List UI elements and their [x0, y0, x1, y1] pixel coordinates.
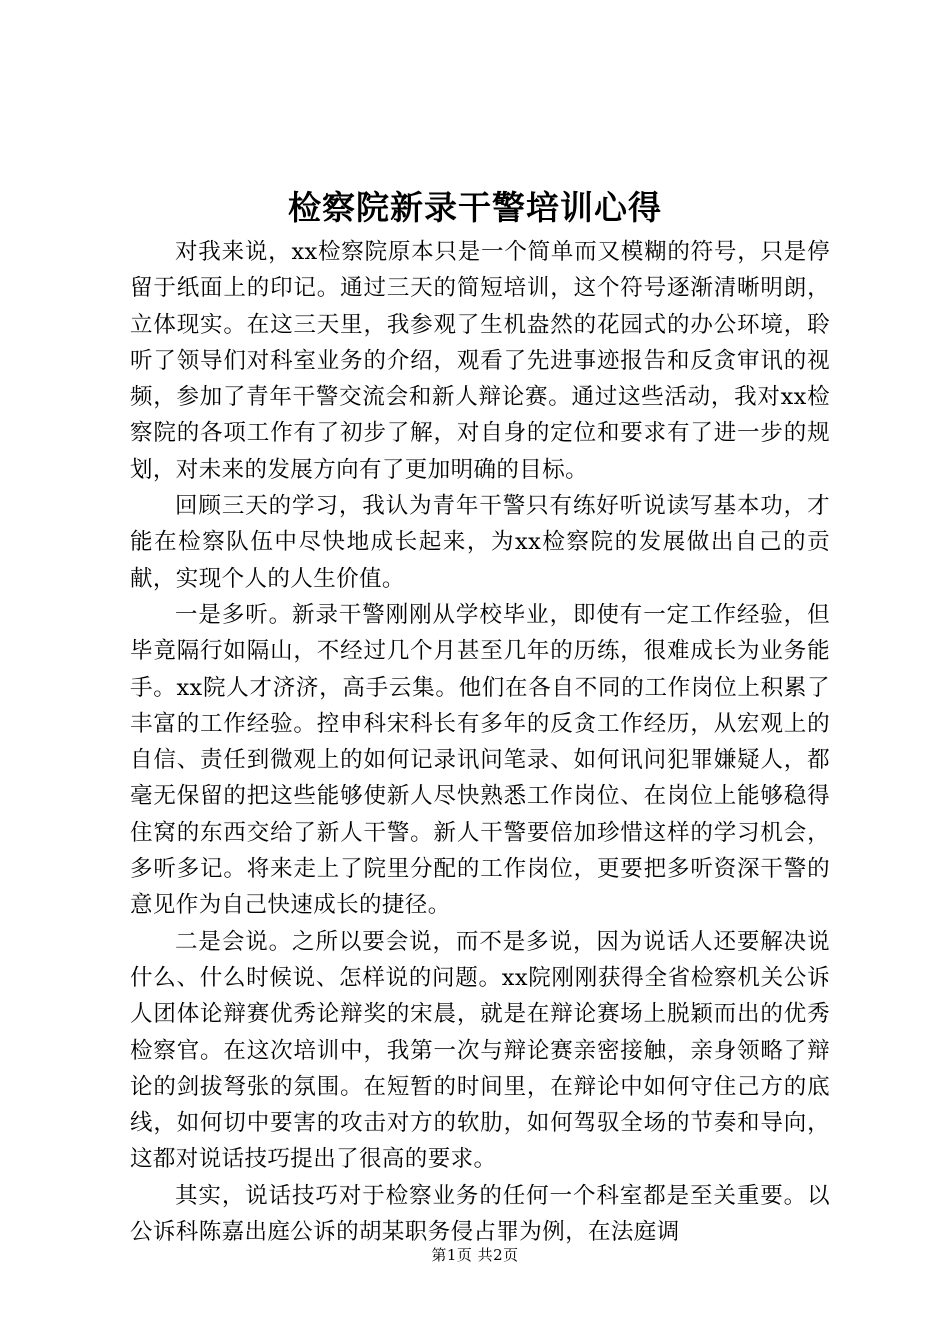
- paragraph-5: 其实，说话技巧对于检察业务的任何一个科室都是至关重要。以公诉科陈嘉出庭公诉的胡某职务侵占罪为例，在法庭调: [130, 1182, 830, 1246]
- page-footer: 第1页 共2页: [431, 1246, 519, 1264]
- document-body: [130, 234, 830, 1250]
- document-title: 检察院新录干警培训心得: [288, 188, 662, 227]
- paragraph-3: 一是多听。新录干警刚刚从学校毕业，即使有一定工作经验，但毕竟隔行如隔山，不经过几个月甚至几年的历练，很难成长为业务能手。xx院人才济济，高手云集。他们在各自不同的工作岗位上积累了丰富的工作经验。控申科宋科长有多年的反贪工作经历，从宏观上的自信、责任到微观上的如何记录讯问笔录、如何讯问犯罪嫌疑人，都毫无保留的把这些能够使新人尽快熟悉工作岗位、在岗位上能够稳得住窝的东西交给了新人干警。新人干警要倍加珍惜这样的学习机会，多听多记。将来走上了院里分配的工作岗位，更要把多听资深干警的意见作为自己快速成长的捷径。: [130, 601, 830, 919]
- paragraph-2: 回顾三天的学习，我认为青年干警只有练好听说读写基本功，才能在检察队伍中尽快地成长起来，为xx检察院的发展做出自己的贡献，实现个人的人生价值。: [130, 493, 830, 592]
- paragraph-4: 二是会说。之所以要会说，而不是多说，因为说话人还要解决说什么、什么时候说、怎样说的问题。xx院刚刚获得全省检察机关公诉人团体论辩赛优秀论辩奖的宋晨，就是在辩论赛场上脱颖而出的优秀检察官。在这次培训中，我第一次与辩论赛亲密接触，亲身领略了辩论的剑拔弩张的氛围。在短暂的时间里，在辩论中如何守住己方的底线，如何切中要害的攻击对方的软肋，如何驾驭全场的节奏和导向，这都对说话技巧提出了很高的要求。: [130, 928, 830, 1173]
- paragraph-1: 对我来说，xx检察院原本只是一个简单而又模糊的符号，只是停留于纸面上的印记。通过三天的简短培训，这个符号逐渐清晰明朗，立体现实。在这三天里，我参观了生机盎然的花园式的办公环境，聆听了领导们对科室业务的介绍，观看了先进事迹报告和反贪审讯的视频，参加了青年干警交流会和新人辩论赛。通过这些活动，我对xx检察院的各项工作有了初步了解，对自身的定位和要求有了进一步的规划，对未来的发展方向有了更加明确的目标。: [130, 239, 830, 483]
